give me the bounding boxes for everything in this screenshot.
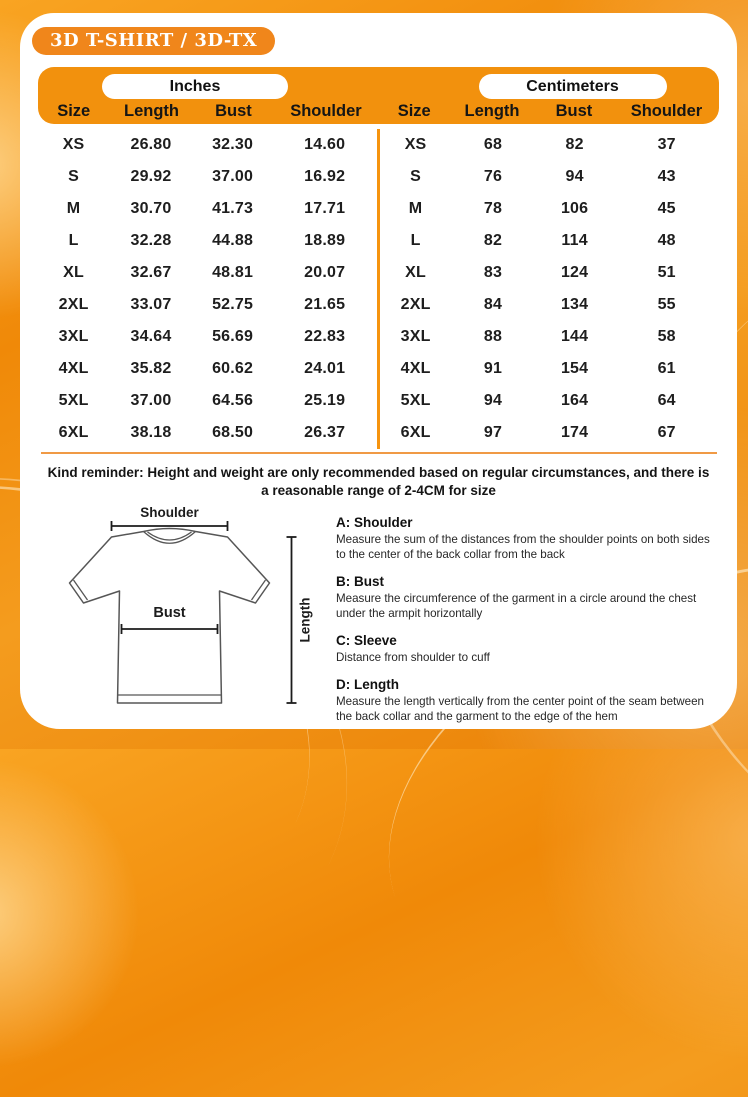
centimeters-table-body: [377, 129, 719, 449]
value-cell: 91: [483, 360, 503, 377]
value-cell: 55: [657, 296, 676, 313]
value-cell: 43: [657, 168, 676, 185]
value-cell: 21.65: [304, 296, 346, 313]
tshirt-diagram: [34, 505, 330, 736]
column-header-size: Size: [57, 102, 91, 120]
table-row: [380, 193, 719, 225]
table-row: [380, 289, 719, 321]
length-label: Length: [297, 597, 313, 643]
centimeters-header: [379, 67, 720, 124]
value-cell: 174: [560, 424, 589, 441]
definition-sleeve: [336, 633, 714, 665]
value-cell: 88: [483, 328, 503, 345]
tshirt-drawing: [34, 505, 330, 723]
value-cell: 58: [657, 328, 676, 345]
value-cell: 32.28: [130, 232, 172, 249]
value-cell: 35.82: [130, 360, 172, 377]
definition-description: Distance from shoulder to cuff: [336, 651, 490, 665]
value-cell: 82: [483, 232, 503, 249]
value-cell: 48.81: [212, 264, 254, 281]
size-cell: S: [410, 168, 421, 185]
value-cell: 24.01: [304, 360, 346, 377]
value-cell: 134: [560, 296, 589, 313]
value-cell: 52.75: [212, 296, 254, 313]
definition-term: D: Length: [336, 677, 399, 693]
value-cell: 30.70: [130, 200, 172, 217]
size-cell: S: [68, 168, 79, 185]
size-cell: 5XL: [400, 392, 431, 409]
table-row: [380, 257, 719, 289]
table-row: [380, 417, 719, 449]
value-cell: 26.37: [304, 424, 346, 441]
value-cell: 37.00: [212, 168, 254, 185]
value-cell: 106: [560, 200, 589, 217]
shoulder-label: Shoulder: [140, 505, 199, 520]
definition-term: C: Sleeve: [336, 633, 397, 649]
value-cell: 94: [565, 168, 584, 185]
table-row: [38, 321, 377, 353]
value-cell: 94: [483, 392, 503, 409]
centimeters-unit-pill: Centimeters: [479, 74, 667, 99]
value-cell: 44.88: [212, 232, 254, 249]
table-row: [380, 385, 719, 417]
value-cell: 48: [657, 232, 676, 249]
value-cell: 154: [560, 360, 589, 377]
table-body: [38, 129, 719, 449]
value-cell: 68.50: [212, 424, 254, 441]
definition-length: [336, 677, 714, 724]
value-cell: 45: [657, 200, 676, 217]
size-cell: L: [68, 232, 79, 249]
value-cell: 16.92: [304, 168, 346, 185]
value-cell: 26.80: [130, 136, 172, 153]
inches-header: [38, 67, 379, 124]
inches-unit-pill: Inches: [102, 74, 288, 99]
size-cell: 4XL: [400, 360, 431, 377]
table-row: [380, 321, 719, 353]
value-cell: 41.73: [212, 200, 254, 217]
value-cell: 38.18: [130, 424, 172, 441]
value-cell: 32.67: [130, 264, 172, 281]
value-cell: 82: [565, 136, 584, 153]
value-cell: 144: [560, 328, 589, 345]
definition-description: Measure the circumference of the garment in a circle around the chest under the armpit horizontally: [336, 592, 697, 621]
centimeters-column-headers: [379, 102, 720, 121]
value-cell: 114: [561, 232, 588, 249]
value-cell: 64.56: [212, 392, 254, 409]
value-cell: 76: [483, 168, 503, 185]
value-cell: 51: [657, 264, 676, 281]
table-row: [380, 129, 719, 161]
length-measure-line: [287, 537, 297, 703]
divider-line: [41, 452, 717, 454]
value-cell: 14.60: [304, 136, 346, 153]
size-cell: 2XL: [400, 296, 431, 313]
value-cell: 61: [657, 360, 676, 377]
value-cell: 34.64: [130, 328, 172, 345]
inches-table-body: [38, 129, 377, 449]
value-cell: 33.07: [130, 296, 172, 313]
size-cell: 4XL: [58, 360, 89, 377]
table-row: [380, 161, 719, 193]
size-cell: XS: [62, 136, 85, 153]
column-header-length: Length: [464, 102, 520, 120]
size-cell: 2XL: [58, 296, 89, 313]
definition-description: Measure the length vertically from the center point of the seam between the back collar and the garment to the edge of the hem: [336, 695, 704, 724]
value-cell: 164: [560, 392, 589, 409]
table-row: [38, 129, 377, 161]
definition-term: B: Bust: [336, 574, 384, 590]
definition-shoulder: [336, 515, 714, 562]
column-header-size: Size: [397, 102, 431, 120]
value-cell: 20.07: [304, 264, 346, 281]
value-cell: 22.83: [304, 328, 346, 345]
bust-label: Bust: [153, 605, 186, 621]
value-cell: 56.69: [212, 328, 254, 345]
value-cell: 37: [657, 136, 676, 153]
size-cell: 3XL: [400, 328, 431, 345]
table-row: [38, 353, 377, 385]
column-header-length: Length: [123, 102, 179, 120]
value-cell: 97: [483, 424, 503, 441]
value-cell: 32.30: [212, 136, 254, 153]
value-cell: 78: [483, 200, 503, 217]
size-cell: XL: [63, 264, 84, 281]
definition-description: Measure the sum of the distances from the shoulder points on both sides to the center of the back collar from the back: [336, 533, 710, 562]
value-cell: 124: [560, 264, 589, 281]
value-cell: 68: [483, 136, 503, 153]
column-header-bust: Bust: [215, 102, 252, 120]
value-cell: 60.62: [212, 360, 254, 377]
table-row: [38, 385, 377, 417]
value-cell: 18.89: [304, 232, 346, 249]
size-cell: XS: [404, 136, 427, 153]
page-title: 3D T-SHIRT / 3D-TX: [32, 27, 275, 55]
kind-reminder: Kind reminder: Height and weight are only recommended based on regular circumstances, and there is a reasonable range of 2-4CM for size: [47, 465, 710, 498]
table-row: [38, 257, 377, 289]
size-cell: L: [410, 232, 421, 249]
table-row: [380, 353, 719, 385]
size-cell: M: [66, 200, 81, 217]
measurement-definitions: [330, 505, 724, 736]
value-cell: 37.00: [130, 392, 172, 409]
table-row: [38, 417, 377, 449]
table-row: [38, 193, 377, 225]
table-header-band: [38, 67, 719, 124]
value-cell: 64: [657, 392, 676, 409]
size-cell: 5XL: [58, 392, 89, 409]
table-row: [380, 225, 719, 257]
value-cell: 29.92: [130, 168, 172, 185]
value-cell: 83: [483, 264, 503, 281]
column-header-shoulder: Shoulder: [290, 102, 362, 120]
column-header-shoulder: Shoulder: [630, 102, 703, 120]
size-chart-card: [20, 13, 737, 729]
table-row: [38, 225, 377, 257]
size-cell: 3XL: [58, 328, 89, 345]
value-cell: 84: [483, 296, 503, 313]
value-cell: 17.71: [304, 200, 346, 217]
size-table: [38, 67, 719, 500]
column-header-bust: Bust: [555, 102, 593, 120]
definition-term: A: Shoulder: [336, 515, 413, 530]
table-row: [38, 161, 377, 193]
size-cell: XL: [405, 264, 426, 281]
definition-bust: [336, 574, 714, 621]
size-cell: 6XL: [400, 424, 431, 441]
table-row: [38, 289, 377, 321]
measurement-guide: [34, 505, 724, 736]
inches-column-headers: [38, 102, 379, 121]
value-cell: 25.19: [304, 392, 346, 409]
size-cell: M: [408, 200, 423, 217]
value-cell: 67: [657, 424, 676, 441]
size-cell: 6XL: [58, 424, 89, 441]
